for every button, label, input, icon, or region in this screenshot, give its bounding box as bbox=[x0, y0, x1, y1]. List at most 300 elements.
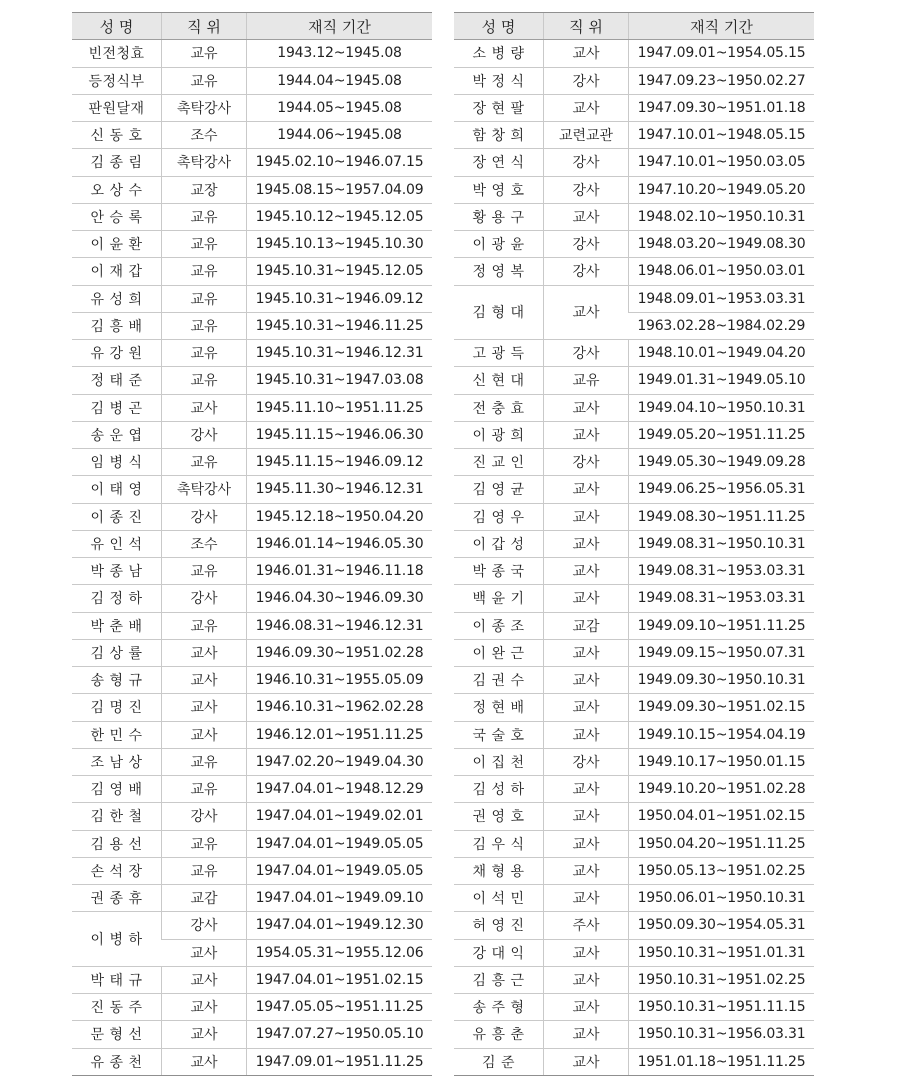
name-cell: 김 정 하 bbox=[72, 585, 162, 612]
table-row bbox=[72, 367, 432, 394]
position-cell: 교사 bbox=[162, 994, 247, 1021]
name-cell: 김 권 수 bbox=[454, 667, 544, 694]
name-cell: 이 광 윤 bbox=[454, 231, 544, 258]
table-header bbox=[72, 13, 432, 40]
table-row bbox=[454, 939, 814, 966]
period-cell: 1946.08.31~1946.12.31 bbox=[247, 612, 433, 639]
name-cell: 진 교 인 bbox=[454, 449, 544, 476]
table-row bbox=[454, 258, 814, 285]
name-cell: 김 영 균 bbox=[454, 476, 544, 503]
period-cell: 1947.04.01~1949.09.10 bbox=[247, 885, 433, 912]
period-cell: 1949.08.31~1950.10.31 bbox=[629, 530, 815, 557]
period-cell: 1948.06.01~1950.03.01 bbox=[629, 258, 815, 285]
period-cell: 1950.04.01~1951.02.15 bbox=[629, 803, 815, 830]
position-cell: 교사 bbox=[162, 1048, 247, 1075]
period-cell: 1949.09.15~1950.07.31 bbox=[629, 639, 815, 666]
position-cell: 조수 bbox=[162, 122, 247, 149]
name-cell: 허 영 진 bbox=[454, 912, 544, 939]
period-cell: 1949.04.10~1950.10.31 bbox=[629, 394, 815, 421]
position-cell: 교사 bbox=[544, 503, 629, 530]
position-cell: 교사 bbox=[162, 721, 247, 748]
period-cell: 1947.09.01~1954.05.15 bbox=[629, 40, 815, 67]
position-cell: 교사 bbox=[544, 285, 629, 340]
period-cell: 1945.10.31~1946.09.12 bbox=[247, 285, 433, 312]
period-cell: 1947.04.01~1949.05.05 bbox=[247, 830, 433, 857]
table-row bbox=[454, 530, 814, 557]
table-row bbox=[454, 149, 814, 176]
table-row bbox=[72, 776, 432, 803]
position-cell: 교사 bbox=[544, 721, 629, 748]
position-cell: 교유 bbox=[162, 612, 247, 639]
name-cell: 손 석 장 bbox=[72, 857, 162, 884]
name-cell: 김 준 bbox=[454, 1048, 544, 1075]
period-cell: 1947.04.01~1949.05.05 bbox=[247, 857, 433, 884]
period-cell: 1945.10.31~1946.11.25 bbox=[247, 312, 433, 339]
name-cell: 김 영 배 bbox=[72, 776, 162, 803]
table-row bbox=[454, 449, 814, 476]
period-cell: 1948.02.10~1950.10.31 bbox=[629, 203, 815, 230]
period-cell: 1949.08.31~1953.03.31 bbox=[629, 558, 815, 585]
name-cell: 소 병 량 bbox=[454, 40, 544, 67]
period-cell: 1946.10.31~1955.05.09 bbox=[247, 667, 433, 694]
period-cell: 1951.01.18~1951.11.25 bbox=[629, 1048, 815, 1075]
position-cell: 교사 bbox=[544, 40, 629, 67]
position-cell: 교유 bbox=[162, 67, 247, 94]
name-cell: 김 한 철 bbox=[72, 803, 162, 830]
period-cell: 1950.09.30~1954.05.31 bbox=[629, 912, 815, 939]
period-cell: 1947.09.01~1951.11.25 bbox=[247, 1048, 433, 1075]
name-cell: 박 종 남 bbox=[72, 558, 162, 585]
table-row bbox=[72, 503, 432, 530]
position-cell: 교사 bbox=[544, 966, 629, 993]
period-cell: 1949.10.17~1950.01.15 bbox=[629, 748, 815, 775]
table-row bbox=[72, 231, 432, 258]
period-cell: 1949.09.30~1950.10.31 bbox=[629, 667, 815, 694]
table-row bbox=[72, 149, 432, 176]
staff-table-left bbox=[72, 12, 432, 1076]
name-cell: 이 태 영 bbox=[72, 476, 162, 503]
period-cell: 1944.04~1945.08 bbox=[247, 67, 433, 94]
period-cell: 1949.08.30~1951.11.25 bbox=[629, 503, 815, 530]
table-row bbox=[72, 585, 432, 612]
name-cell: 안 승 록 bbox=[72, 203, 162, 230]
table-row bbox=[72, 994, 432, 1021]
table-row bbox=[454, 639, 814, 666]
position-cell: 강사 bbox=[162, 503, 247, 530]
period-cell: 1946.01.31~1946.11.18 bbox=[247, 558, 433, 585]
header-name: 성 명 bbox=[72, 13, 162, 40]
name-cell: 이 재 갑 bbox=[72, 258, 162, 285]
period-cell: 1947.10.01~1950.03.05 bbox=[629, 149, 815, 176]
table-row bbox=[72, 476, 432, 503]
position-cell: 촉탁강사 bbox=[162, 149, 247, 176]
table-row bbox=[72, 885, 432, 912]
table-row bbox=[454, 340, 814, 367]
table-row bbox=[454, 394, 814, 421]
name-cell: 오 상 수 bbox=[72, 176, 162, 203]
position-cell: 교사 bbox=[544, 776, 629, 803]
period-cell: 1944.06~1945.08 bbox=[247, 122, 433, 149]
table-row bbox=[72, 721, 432, 748]
name-cell: 김 상 률 bbox=[72, 639, 162, 666]
position-cell: 교사 bbox=[544, 1021, 629, 1048]
position-cell: 강사 bbox=[162, 585, 247, 612]
table-row bbox=[72, 530, 432, 557]
name-cell: 김 흥 배 bbox=[72, 312, 162, 339]
name-cell: 이 집 천 bbox=[454, 748, 544, 775]
header-position: 직 위 bbox=[544, 13, 629, 40]
name-cell: 이 병 하 bbox=[72, 912, 162, 967]
table-row bbox=[454, 857, 814, 884]
table-header bbox=[454, 13, 814, 40]
table-row bbox=[72, 612, 432, 639]
name-cell: 정 영 복 bbox=[454, 258, 544, 285]
name-cell: 국 술 호 bbox=[454, 721, 544, 748]
staff-table-right bbox=[454, 12, 814, 1076]
period-cell: 1946.12.01~1951.11.25 bbox=[247, 721, 433, 748]
table-row bbox=[72, 203, 432, 230]
table-row bbox=[72, 258, 432, 285]
header-position: 직 위 bbox=[162, 13, 247, 40]
period-cell: 1950.05.13~1951.02.25 bbox=[629, 857, 815, 884]
table-row bbox=[454, 776, 814, 803]
position-cell: 교사 bbox=[544, 1048, 629, 1075]
position-cell: 촉탁강사 bbox=[162, 476, 247, 503]
position-cell: 교유 bbox=[162, 449, 247, 476]
table-row bbox=[454, 803, 814, 830]
name-cell: 유 흥 춘 bbox=[454, 1021, 544, 1048]
period-cell: 1945.02.10~1946.07.15 bbox=[247, 149, 433, 176]
period-cell: 1950.10.31~1951.02.25 bbox=[629, 966, 815, 993]
name-cell: 정 현 배 bbox=[454, 694, 544, 721]
table-row bbox=[454, 912, 814, 939]
period-cell: 1945.12.18~1950.04.20 bbox=[247, 503, 433, 530]
name-cell: 진 동 주 bbox=[72, 994, 162, 1021]
table-row bbox=[72, 285, 432, 312]
name-cell: 한 민 수 bbox=[72, 721, 162, 748]
position-cell: 강사 bbox=[544, 340, 629, 367]
name-cell: 이 종 조 bbox=[454, 612, 544, 639]
name-cell: 채 형 용 bbox=[454, 857, 544, 884]
period-cell: 1950.10.31~1951.11.15 bbox=[629, 994, 815, 1021]
period-cell: 1945.10.13~1945.10.30 bbox=[247, 231, 433, 258]
period-cell: 1949.08.31~1953.03.31 bbox=[629, 585, 815, 612]
name-cell: 송 형 규 bbox=[72, 667, 162, 694]
table-row bbox=[72, 966, 432, 993]
name-cell: 박 영 호 bbox=[454, 176, 544, 203]
period-cell: 1949.06.25~1956.05.31 bbox=[629, 476, 815, 503]
period-cell: 1948.10.01~1949.04.20 bbox=[629, 340, 815, 367]
period-cell: 1950.04.20~1951.11.25 bbox=[629, 830, 815, 857]
period-cell: 1947.04.01~1949.12.30 bbox=[247, 912, 433, 939]
period-cell: 1946.01.14~1946.05.30 bbox=[247, 530, 433, 557]
period-cell: 1949.01.31~1949.05.10 bbox=[629, 367, 815, 394]
table-row bbox=[454, 176, 814, 203]
position-cell: 교유 bbox=[162, 776, 247, 803]
name-cell: 이 갑 성 bbox=[454, 530, 544, 557]
table-row bbox=[72, 421, 432, 448]
table-row bbox=[454, 667, 814, 694]
position-cell: 교사 bbox=[544, 203, 629, 230]
period-cell: 1945.10.31~1946.12.31 bbox=[247, 340, 433, 367]
table-row bbox=[454, 585, 814, 612]
table-row bbox=[72, 312, 432, 339]
name-cell: 유 종 천 bbox=[72, 1048, 162, 1075]
name-cell: 조 남 상 bbox=[72, 748, 162, 775]
table-row bbox=[72, 667, 432, 694]
period-cell: 1947.07.27~1950.05.10 bbox=[247, 1021, 433, 1048]
table-row bbox=[72, 40, 432, 67]
position-cell: 교유 bbox=[162, 340, 247, 367]
position-cell: 교사 bbox=[544, 394, 629, 421]
table-row bbox=[454, 476, 814, 503]
position-cell: 강사 bbox=[162, 912, 247, 939]
name-cell: 이 완 근 bbox=[454, 639, 544, 666]
table-row bbox=[454, 203, 814, 230]
period-cell: 1954.05.31~1955.12.06 bbox=[247, 939, 433, 966]
table-row bbox=[454, 1021, 814, 1048]
name-cell: 송 주 형 bbox=[454, 994, 544, 1021]
table-row bbox=[454, 612, 814, 639]
position-cell: 교사 bbox=[544, 803, 629, 830]
name-cell: 강 대 익 bbox=[454, 939, 544, 966]
position-cell: 강사 bbox=[544, 149, 629, 176]
table-row bbox=[454, 830, 814, 857]
position-cell: 교유 bbox=[162, 203, 247, 230]
period-cell: 1950.10.31~1951.01.31 bbox=[629, 939, 815, 966]
period-cell: 1949.09.10~1951.11.25 bbox=[629, 612, 815, 639]
period-cell: 1945.10.31~1945.12.05 bbox=[247, 258, 433, 285]
table-row bbox=[72, 857, 432, 884]
position-cell: 교사 bbox=[544, 667, 629, 694]
table-row bbox=[454, 966, 814, 993]
period-cell: 1945.11.10~1951.11.25 bbox=[247, 394, 433, 421]
name-cell: 유 강 원 bbox=[72, 340, 162, 367]
table-row bbox=[72, 639, 432, 666]
table-body bbox=[72, 40, 432, 1076]
name-cell: 황 용 구 bbox=[454, 203, 544, 230]
name-cell: 권 종 휴 bbox=[72, 885, 162, 912]
period-cell: 1949.09.30~1951.02.15 bbox=[629, 694, 815, 721]
table-body bbox=[454, 40, 814, 1076]
position-cell: 교유 bbox=[544, 367, 629, 394]
period-cell: 1950.06.01~1950.10.31 bbox=[629, 885, 815, 912]
position-cell: 교사 bbox=[544, 421, 629, 448]
position-cell: 교유 bbox=[162, 312, 247, 339]
position-cell: 강사 bbox=[162, 803, 247, 830]
name-cell: 김 성 하 bbox=[454, 776, 544, 803]
period-cell: 1943.12~1945.08 bbox=[247, 40, 433, 67]
table-row bbox=[72, 748, 432, 775]
name-cell: 박 정 식 bbox=[454, 67, 544, 94]
name-cell: 문 형 선 bbox=[72, 1021, 162, 1048]
name-cell: 박 춘 배 bbox=[72, 612, 162, 639]
period-cell: 1947.02.20~1949.04.30 bbox=[247, 748, 433, 775]
position-cell: 교사 bbox=[162, 667, 247, 694]
position-cell: 강사 bbox=[544, 67, 629, 94]
table-row bbox=[454, 67, 814, 94]
name-cell: 이 윤 환 bbox=[72, 231, 162, 258]
period-cell: 1945.08.15~1957.04.09 bbox=[247, 176, 433, 203]
position-cell: 강사 bbox=[544, 258, 629, 285]
table-row bbox=[72, 694, 432, 721]
position-cell: 교사 bbox=[544, 585, 629, 612]
period-cell: 1949.10.15~1954.04.19 bbox=[629, 721, 815, 748]
period-cell: 1947.10.20~1949.05.20 bbox=[629, 176, 815, 203]
name-cell: 김 종 림 bbox=[72, 149, 162, 176]
position-cell: 교사 bbox=[544, 530, 629, 557]
position-cell: 교유 bbox=[162, 748, 247, 775]
table-row bbox=[454, 721, 814, 748]
table-row bbox=[454, 285, 814, 312]
table-row bbox=[72, 340, 432, 367]
period-cell: 1947.04.01~1948.12.29 bbox=[247, 776, 433, 803]
name-cell: 유 인 석 bbox=[72, 530, 162, 557]
position-cell: 교사 bbox=[544, 558, 629, 585]
table-row bbox=[454, 367, 814, 394]
position-cell: 교장 bbox=[162, 176, 247, 203]
period-cell: 1947.04.01~1951.02.15 bbox=[247, 966, 433, 993]
table-row bbox=[454, 558, 814, 585]
position-cell: 교사 bbox=[162, 394, 247, 421]
table-row bbox=[72, 830, 432, 857]
period-cell: 1946.10.31~1962.02.28 bbox=[247, 694, 433, 721]
position-cell: 촉탁강사 bbox=[162, 94, 247, 121]
name-cell: 판원달재 bbox=[72, 94, 162, 121]
period-cell: 1944.05~1945.08 bbox=[247, 94, 433, 121]
table-row bbox=[72, 803, 432, 830]
name-cell: 장 현 팔 bbox=[454, 94, 544, 121]
table-row bbox=[454, 503, 814, 530]
name-cell: 박 종 국 bbox=[454, 558, 544, 585]
period-cell: 1948.03.20~1949.08.30 bbox=[629, 231, 815, 258]
position-cell: 교유 bbox=[162, 231, 247, 258]
position-cell: 교감 bbox=[162, 885, 247, 912]
position-cell: 교사 bbox=[162, 966, 247, 993]
period-cell: 1948.09.01~1953.03.31 bbox=[629, 285, 815, 312]
period-cell: 1946.04.30~1946.09.30 bbox=[247, 585, 433, 612]
period-cell: 1947.10.01~1948.05.15 bbox=[629, 122, 815, 149]
header-name: 성 명 bbox=[454, 13, 544, 40]
period-cell: 1949.10.20~1951.02.28 bbox=[629, 776, 815, 803]
table-row bbox=[72, 394, 432, 421]
name-cell: 빈전청효 bbox=[72, 40, 162, 67]
position-cell: 교유 bbox=[162, 40, 247, 67]
name-cell: 신 현 대 bbox=[454, 367, 544, 394]
table-row bbox=[454, 122, 814, 149]
name-cell: 정 태 준 bbox=[72, 367, 162, 394]
name-cell: 김 병 곤 bbox=[72, 394, 162, 421]
position-cell: 강사 bbox=[162, 421, 247, 448]
name-cell: 신 동 호 bbox=[72, 122, 162, 149]
position-cell: 강사 bbox=[544, 748, 629, 775]
table-row bbox=[72, 912, 432, 939]
name-cell: 고 광 득 bbox=[454, 340, 544, 367]
table-row bbox=[72, 67, 432, 94]
name-cell: 장 연 식 bbox=[454, 149, 544, 176]
name-cell: 김 우 식 bbox=[454, 830, 544, 857]
period-cell: 1947.05.05~1951.11.25 bbox=[247, 994, 433, 1021]
period-cell: 1945.10.31~1947.03.08 bbox=[247, 367, 433, 394]
table-row bbox=[454, 748, 814, 775]
table-row bbox=[454, 40, 814, 67]
name-cell: 이 종 진 bbox=[72, 503, 162, 530]
position-cell: 교사 bbox=[544, 994, 629, 1021]
table-row bbox=[72, 176, 432, 203]
table-row bbox=[72, 94, 432, 121]
position-cell: 교련교관 bbox=[544, 122, 629, 149]
period-cell: 1950.10.31~1956.03.31 bbox=[629, 1021, 815, 1048]
position-cell: 교사 bbox=[544, 857, 629, 884]
position-cell: 주사 bbox=[544, 912, 629, 939]
period-cell: 1949.05.20~1951.11.25 bbox=[629, 421, 815, 448]
table-row bbox=[454, 231, 814, 258]
name-cell: 김 형 대 bbox=[454, 285, 544, 340]
position-cell: 교감 bbox=[544, 612, 629, 639]
name-cell: 등정식부 bbox=[72, 67, 162, 94]
position-cell: 교사 bbox=[544, 694, 629, 721]
position-cell: 강사 bbox=[544, 449, 629, 476]
table-row bbox=[454, 421, 814, 448]
position-cell: 교사 bbox=[544, 639, 629, 666]
period-cell: 1947.04.01~1949.02.01 bbox=[247, 803, 433, 830]
period-cell: 1949.05.30~1949.09.28 bbox=[629, 449, 815, 476]
position-cell: 강사 bbox=[544, 231, 629, 258]
period-cell: 1946.09.30~1951.02.28 bbox=[247, 639, 433, 666]
position-cell: 교사 bbox=[162, 694, 247, 721]
table-row bbox=[454, 694, 814, 721]
position-cell: 조수 bbox=[162, 530, 247, 557]
position-cell: 교사 bbox=[544, 830, 629, 857]
position-cell: 교유 bbox=[162, 830, 247, 857]
header-period: 재직 기간 bbox=[247, 13, 433, 40]
name-cell: 김 흥 근 bbox=[454, 966, 544, 993]
name-cell: 함 창 희 bbox=[454, 122, 544, 149]
name-cell: 전 충 효 bbox=[454, 394, 544, 421]
position-cell: 교사 bbox=[544, 94, 629, 121]
name-cell: 김 용 선 bbox=[72, 830, 162, 857]
position-cell: 교유 bbox=[162, 558, 247, 585]
position-cell: 교사 bbox=[544, 939, 629, 966]
name-cell: 이 광 희 bbox=[454, 421, 544, 448]
header-period: 재직 기간 bbox=[629, 13, 815, 40]
table-row bbox=[72, 449, 432, 476]
position-cell: 교사 bbox=[544, 476, 629, 503]
table-row bbox=[454, 994, 814, 1021]
name-cell: 백 윤 기 bbox=[454, 585, 544, 612]
name-cell: 이 석 민 bbox=[454, 885, 544, 912]
table-row bbox=[454, 885, 814, 912]
table-row bbox=[72, 122, 432, 149]
table-row bbox=[72, 1021, 432, 1048]
period-cell: 1945.11.15~1946.09.12 bbox=[247, 449, 433, 476]
period-cell: 1963.02.28~1984.02.29 bbox=[629, 312, 815, 339]
position-cell: 강사 bbox=[544, 176, 629, 203]
name-cell: 임 병 식 bbox=[72, 449, 162, 476]
position-cell: 교유 bbox=[162, 857, 247, 884]
position-cell: 교유 bbox=[162, 285, 247, 312]
position-cell: 교사 bbox=[162, 639, 247, 666]
name-cell: 유 성 희 bbox=[72, 285, 162, 312]
name-cell: 박 태 규 bbox=[72, 966, 162, 993]
position-cell: 교사 bbox=[544, 885, 629, 912]
name-cell: 송 운 엽 bbox=[72, 421, 162, 448]
name-cell: 권 영 호 bbox=[454, 803, 544, 830]
period-cell: 1945.11.15~1946.06.30 bbox=[247, 421, 433, 448]
position-cell: 교유 bbox=[162, 258, 247, 285]
period-cell: 1945.10.12~1945.12.05 bbox=[247, 203, 433, 230]
period-cell: 1947.09.23~1950.02.27 bbox=[629, 67, 815, 94]
